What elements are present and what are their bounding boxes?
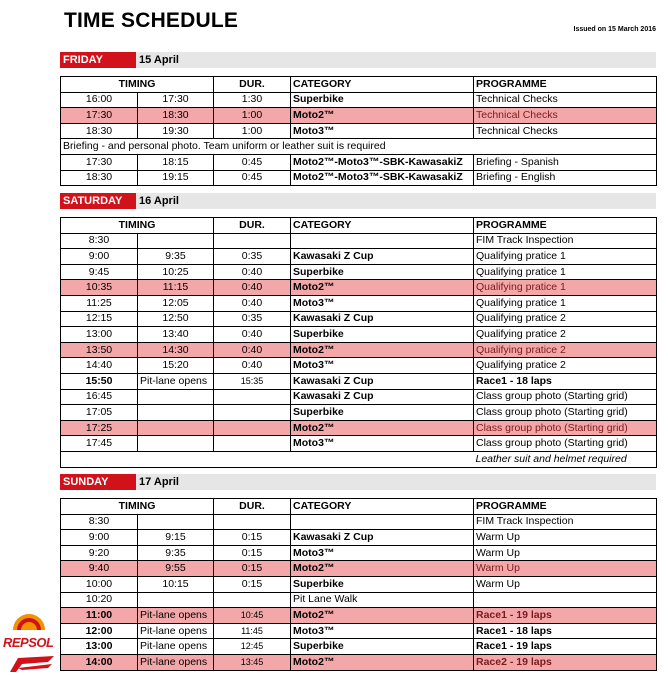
table-row xyxy=(61,436,657,452)
duration: 0:45 xyxy=(214,170,291,186)
table-row xyxy=(61,327,657,343)
duration: 0:15 xyxy=(214,576,291,592)
start-time: 9:45 xyxy=(61,264,138,280)
programme: Warm Up xyxy=(474,545,657,561)
end-time: Pit-lane opens xyxy=(138,373,214,389)
end-time: 17:30 xyxy=(138,92,214,108)
end-time: 9:15 xyxy=(138,530,214,546)
repsol-honda-logo xyxy=(2,600,58,675)
page-title: TIME SCHEDULE xyxy=(64,9,239,32)
col-timing: TIMING xyxy=(61,499,214,515)
programme: Briefing - Spanish xyxy=(474,154,657,170)
category: Superbike xyxy=(291,576,474,592)
table-row xyxy=(61,311,657,327)
programme: Race1 - 18 laps xyxy=(474,373,657,389)
table-row xyxy=(61,108,657,124)
table-row xyxy=(61,561,657,577)
programme: Technical Checks xyxy=(474,108,657,124)
table-row xyxy=(61,623,657,639)
end-time: Pit-lane opens xyxy=(138,639,214,655)
category: Moto3™ xyxy=(291,123,474,139)
end-time xyxy=(138,514,214,530)
start-time: 18:30 xyxy=(61,170,138,186)
table-row xyxy=(61,280,657,296)
programme: Briefing - English xyxy=(474,170,657,186)
category: Moto2™ xyxy=(291,280,474,296)
end-time: 9:35 xyxy=(138,545,214,561)
schedule-table-saturday xyxy=(60,217,657,468)
duration: 15:35 xyxy=(214,373,291,389)
programme: FIM Track Inspection xyxy=(474,514,657,530)
duration: 0:40 xyxy=(214,280,291,296)
category: Moto3™ xyxy=(291,358,474,374)
table-row xyxy=(61,295,657,311)
end-time: 14:30 xyxy=(138,342,214,358)
col-timing: TIMING xyxy=(61,77,214,93)
programme: Class group photo (Starting grid) xyxy=(474,436,657,452)
programme: Race1 - 18 laps xyxy=(474,623,657,639)
category: Superbike xyxy=(291,405,474,421)
start-time: 15:50 xyxy=(61,373,138,389)
table-row xyxy=(61,530,657,546)
table-header xyxy=(61,77,657,93)
duration xyxy=(214,420,291,436)
duration: 12:45 xyxy=(214,639,291,655)
category: Kawasaki Z Cup xyxy=(291,249,474,265)
category: Moto2™-Moto3™-SBK-KawasakiZ xyxy=(291,154,474,170)
programme: Qualifying pratice 1 xyxy=(474,249,657,265)
start-time: 13:50 xyxy=(61,342,138,358)
table-row xyxy=(61,545,657,561)
category: Moto2™ xyxy=(291,561,474,577)
col-category: CATEGORY xyxy=(291,499,474,515)
day-name: SATURDAY xyxy=(60,193,136,209)
table-row xyxy=(61,608,657,624)
schedule-table-sunday xyxy=(60,498,657,671)
duration: 1:00 xyxy=(214,108,291,124)
category: Moto2™-Moto3™-SBK-KawasakiZ xyxy=(291,170,474,186)
table-row xyxy=(61,389,657,405)
category: Superbike xyxy=(291,327,474,343)
day-name: FRIDAY xyxy=(60,52,136,68)
end-time: 9:35 xyxy=(138,249,214,265)
end-time: 13:40 xyxy=(138,327,214,343)
end-time: Pit-lane opens xyxy=(138,654,214,670)
category xyxy=(291,514,474,530)
category: Moto2™ xyxy=(291,654,474,670)
duration: 0:45 xyxy=(214,154,291,170)
day-date: 15 April xyxy=(139,54,179,66)
table-row xyxy=(61,264,657,280)
duration: 0:15 xyxy=(214,530,291,546)
col-programme: PROGRAMME xyxy=(474,77,657,93)
table-header xyxy=(61,218,657,234)
col-timing: TIMING xyxy=(61,218,214,234)
duration xyxy=(214,436,291,452)
table-row xyxy=(61,358,657,374)
programme: Warm Up xyxy=(474,561,657,577)
category: Kawasaki Z Cup xyxy=(291,311,474,327)
programme: Qualifying pratice 2 xyxy=(474,327,657,343)
category: Moto2™ xyxy=(291,108,474,124)
category: Kawasaki Z Cup xyxy=(291,389,474,405)
table-row xyxy=(61,592,657,608)
category: Moto2™ xyxy=(291,420,474,436)
table-row xyxy=(61,420,657,436)
end-time: 10:25 xyxy=(138,264,214,280)
table-row xyxy=(61,405,657,421)
programme: Technical Checks xyxy=(474,123,657,139)
table-row xyxy=(61,451,657,467)
table-row xyxy=(61,139,657,155)
end-time: 18:15 xyxy=(138,154,214,170)
category: Moto2™ xyxy=(291,342,474,358)
table-row xyxy=(61,249,657,265)
col-duration: DUR. xyxy=(214,499,291,515)
start-time: 10:00 xyxy=(61,576,138,592)
category: Kawasaki Z Cup xyxy=(291,530,474,546)
end-time: 12:50 xyxy=(138,311,214,327)
table-row xyxy=(61,373,657,389)
table-row xyxy=(61,342,657,358)
end-time: 10:15 xyxy=(138,576,214,592)
start-time: 17:45 xyxy=(61,436,138,452)
table-row xyxy=(61,233,657,249)
end-time: Pit-lane opens xyxy=(138,608,214,624)
end-time xyxy=(138,405,214,421)
start-time: 9:00 xyxy=(61,249,138,265)
programme xyxy=(474,592,657,608)
programme: Race1 - 19 laps xyxy=(474,608,657,624)
end-time xyxy=(138,592,214,608)
end-time: 15:20 xyxy=(138,358,214,374)
start-time: 17:05 xyxy=(61,405,138,421)
end-time: 18:30 xyxy=(138,108,214,124)
duration xyxy=(214,233,291,249)
start-time: 9:20 xyxy=(61,545,138,561)
repsol-logo-text: REPSOL xyxy=(3,635,54,650)
start-time: 10:35 xyxy=(61,280,138,296)
end-time: Pit-lane opens xyxy=(138,623,214,639)
start-time: 18:30 xyxy=(61,123,138,139)
duration: 11:45 xyxy=(214,623,291,639)
start-time: 12:00 xyxy=(61,623,138,639)
end-time: 12:05 xyxy=(138,295,214,311)
start-time: 16:45 xyxy=(61,389,138,405)
table-row xyxy=(61,123,657,139)
programme: Qualifying pratice 2 xyxy=(474,342,657,358)
duration xyxy=(214,592,291,608)
briefing-note: Briefing - and personal photo. Team uniform or leather suit is required xyxy=(61,139,657,155)
honda-wing-icon xyxy=(8,652,56,674)
table-row xyxy=(61,576,657,592)
day-header-saturday xyxy=(60,193,656,209)
table-row xyxy=(61,514,657,530)
start-time: 17:30 xyxy=(61,108,138,124)
day-date: 17 April xyxy=(139,476,179,488)
programme: Race1 - 19 laps xyxy=(474,639,657,655)
day-header-friday xyxy=(60,52,656,68)
start-time: 14:40 xyxy=(61,358,138,374)
duration: 0:40 xyxy=(214,327,291,343)
programme: Class group photo (Starting grid) xyxy=(474,420,657,436)
duration xyxy=(214,405,291,421)
category: Moto3™ xyxy=(291,623,474,639)
start-time: 8:30 xyxy=(61,233,138,249)
duration: 0:35 xyxy=(214,311,291,327)
day-date: 16 April xyxy=(139,195,179,207)
programme: Qualifying pratice 2 xyxy=(474,358,657,374)
duration: 0:40 xyxy=(214,264,291,280)
col-duration: DUR. xyxy=(214,218,291,234)
end-time: 19:30 xyxy=(138,123,214,139)
repsol-sun-icon xyxy=(10,606,48,632)
col-duration: DUR. xyxy=(214,77,291,93)
category: Superbike xyxy=(291,264,474,280)
programme: FIM Track Inspection xyxy=(474,233,657,249)
start-time: 13:00 xyxy=(61,639,138,655)
duration xyxy=(214,514,291,530)
programme: Qualifying pratice 1 xyxy=(474,280,657,296)
day-name: SUNDAY xyxy=(60,474,136,490)
start-time: 13:00 xyxy=(61,327,138,343)
start-time: 9:40 xyxy=(61,561,138,577)
programme: Class group photo (Starting grid) xyxy=(474,405,657,421)
schedule-table-friday xyxy=(60,76,657,186)
start-time: 16:00 xyxy=(61,92,138,108)
category: Pit Lane Walk xyxy=(291,592,474,608)
start-time: 8:30 xyxy=(61,514,138,530)
start-time: 9:00 xyxy=(61,530,138,546)
start-time: 17:25 xyxy=(61,420,138,436)
end-time: 19:15 xyxy=(138,170,214,186)
duration: 13:45 xyxy=(214,654,291,670)
programme: Warm Up xyxy=(474,530,657,546)
requirement-note: Leather suit and helmet required xyxy=(474,451,657,467)
programme: Warm Up xyxy=(474,576,657,592)
duration: 0:15 xyxy=(214,545,291,561)
programme: Class group photo (Starting grid) xyxy=(474,389,657,405)
programme: Qualifying pratice 1 xyxy=(474,264,657,280)
col-programme: PROGRAMME xyxy=(474,218,657,234)
start-time: 17:30 xyxy=(61,154,138,170)
category: Moto2™ xyxy=(291,608,474,624)
start-time: 12:15 xyxy=(61,311,138,327)
col-category: CATEGORY xyxy=(291,77,474,93)
table-row xyxy=(61,92,657,108)
programme: Race2 - 19 laps xyxy=(474,654,657,670)
duration: 0:40 xyxy=(214,295,291,311)
category: Kawasaki Z Cup xyxy=(291,373,474,389)
table-row xyxy=(61,154,657,170)
duration xyxy=(214,389,291,405)
day-header-sunday xyxy=(60,474,656,490)
duration: 10:45 xyxy=(214,608,291,624)
table-row xyxy=(61,170,657,186)
duration: 0:40 xyxy=(214,342,291,358)
category: Moto3™ xyxy=(291,545,474,561)
end-time xyxy=(138,389,214,405)
end-time xyxy=(138,233,214,249)
end-time xyxy=(138,436,214,452)
end-time: 9:55 xyxy=(138,561,214,577)
category xyxy=(291,233,474,249)
duration: 1:30 xyxy=(214,92,291,108)
duration: 1:00 xyxy=(214,123,291,139)
table-header xyxy=(61,499,657,515)
category: Moto3™ xyxy=(291,295,474,311)
duration: 0:40 xyxy=(214,358,291,374)
programme: Qualifying pratice 2 xyxy=(474,311,657,327)
col-programme: PROGRAMME xyxy=(474,499,657,515)
end-time: 11:15 xyxy=(138,280,214,296)
category: Superbike xyxy=(291,92,474,108)
programme: Qualifying pratice 1 xyxy=(474,295,657,311)
programme: Technical Checks xyxy=(474,92,657,108)
start-time: 10:20 xyxy=(61,592,138,608)
table-row xyxy=(61,654,657,670)
end-time xyxy=(138,420,214,436)
category: Moto3™ xyxy=(291,436,474,452)
start-time: 11:25 xyxy=(61,295,138,311)
duration: 0:35 xyxy=(214,249,291,265)
duration: 0:15 xyxy=(214,561,291,577)
category: Superbike xyxy=(291,639,474,655)
table-row xyxy=(61,639,657,655)
start-time: 11:00 xyxy=(61,608,138,624)
issued-date: Issued on 15 March 2016 xyxy=(573,26,656,33)
start-time: 14:00 xyxy=(61,654,138,670)
col-category: CATEGORY xyxy=(291,218,474,234)
